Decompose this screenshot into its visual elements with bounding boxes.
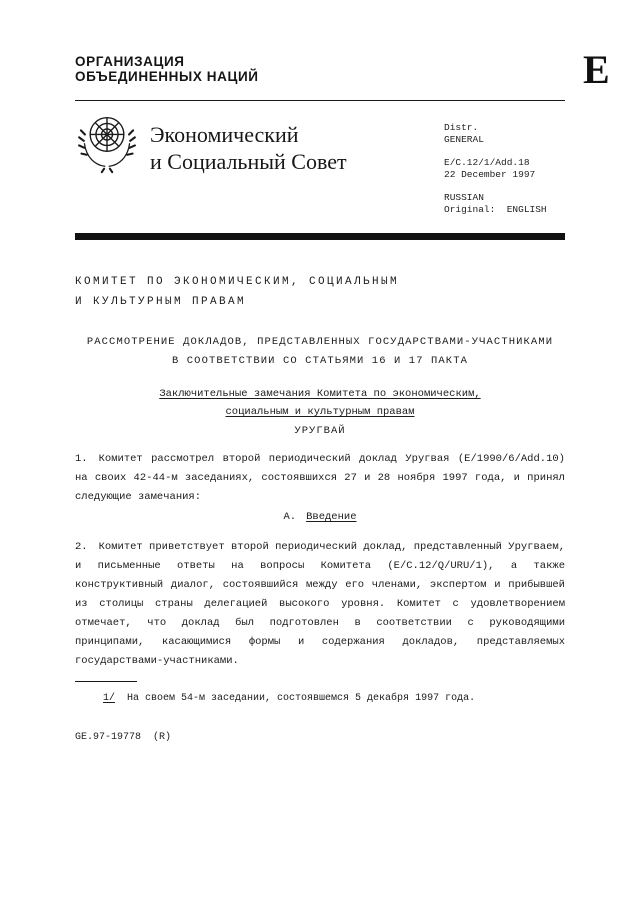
committee-heading [75,272,399,312]
footnote-1-marker: 1/ [103,693,116,704]
ge-document-number: GE.97-19778 (R) [75,732,172,743]
document-subtitle-line2: социальным и культурным правам [225,406,415,418]
committee-heading-line2: И КУЛЬТУРНЫМ ПРАВАМ [75,296,247,308]
council-name-line2: и Социальный Совет [150,149,347,174]
spacer [444,180,547,192]
footnote-separator-line [75,681,137,682]
paragraph-2-number: 2. [75,541,88,553]
un-emblem-icon [78,110,136,179]
committee-heading-line1: КОМИТЕТ ПО ЭКОНОМИЧЕСКИМ, СОЦИАЛЬНЫМ [75,276,400,288]
document-date: 22 December 1997 [444,168,536,180]
spacer [444,145,547,157]
paragraph-1-number: 1. [75,453,88,465]
document-title-line1: РАССМОТРЕНИЕ ДОКЛАДОВ, ПРЕДСТАВЛЕННЫХ ГОСУДАРСТВАМИ-УЧАСТНИКАМИ [86,336,554,348]
header-divider-line [75,100,565,101]
organization-name-line1: ОРГАНИЗАЦИЯ [75,54,185,69]
paragraph-1 [75,450,565,507]
document-language: RUSSIAN [444,192,484,203]
paragraph-2 [75,538,565,671]
document-subtitle-line1: Заключительные замечания Комитета по экономическим, [159,388,481,400]
document-title [75,333,565,371]
country-heading: УРУГВАЙ [294,425,346,437]
document-subtitle [75,385,565,421]
paragraph-2-text: Комитет приветствует второй периодический доклад, представленный Уругваем, и письменные ответы на вопросы Комитета (E/C.12/Q/URU/1), а также конструктивный диалог, состоявшийся между его членами, экспертом и прибывшей из столицы страны делегацией высокого уровня. Комитет с удовлетворением отмечает, что доклад был подготовлен в соответствии с руководящими принципами, касающимися формы и содержания докладов, представляемых государствами-участниками. [75,541,565,667]
organization-name-line2: ОБЪЕДИНЕННЫХ НАЦИЙ [75,69,259,84]
section-a-label: A. [283,511,297,523]
distr-type: GENERAL [444,133,484,145]
document-original-language: Original: ENGLISH [444,203,547,215]
paragraph-1-text: Комитет рассмотрел второй периодический доклад Уругвая (E/1990/6/Add.10) на своих 42-44-м заседаниях, состоявшихся 27 и 28 ноября 1997 года, и принял следующие замечания: [75,453,565,503]
organization-name [75,54,259,84]
document-title-line2: В СООТВЕТСТВИИ СО СТАТЬЯМИ 16 И 17 ПАКТА [171,355,469,367]
section-a-heading [75,511,565,523]
distribution-block [444,122,547,215]
document-symbol: E/C.12/1/Add.18 [444,157,530,168]
council-name-line1: Экономический [150,122,299,147]
section-a-title: Введение [306,511,357,523]
footnote-1-text: На своем 54-м заседании, состоявшемся 5 декабря 1997 года. [127,693,476,704]
header-thick-bar [75,233,565,240]
council-name [150,121,347,175]
document-series-letter: E [583,47,610,92]
footnote-1 [103,690,565,708]
distr-label: Distr. [444,122,479,133]
